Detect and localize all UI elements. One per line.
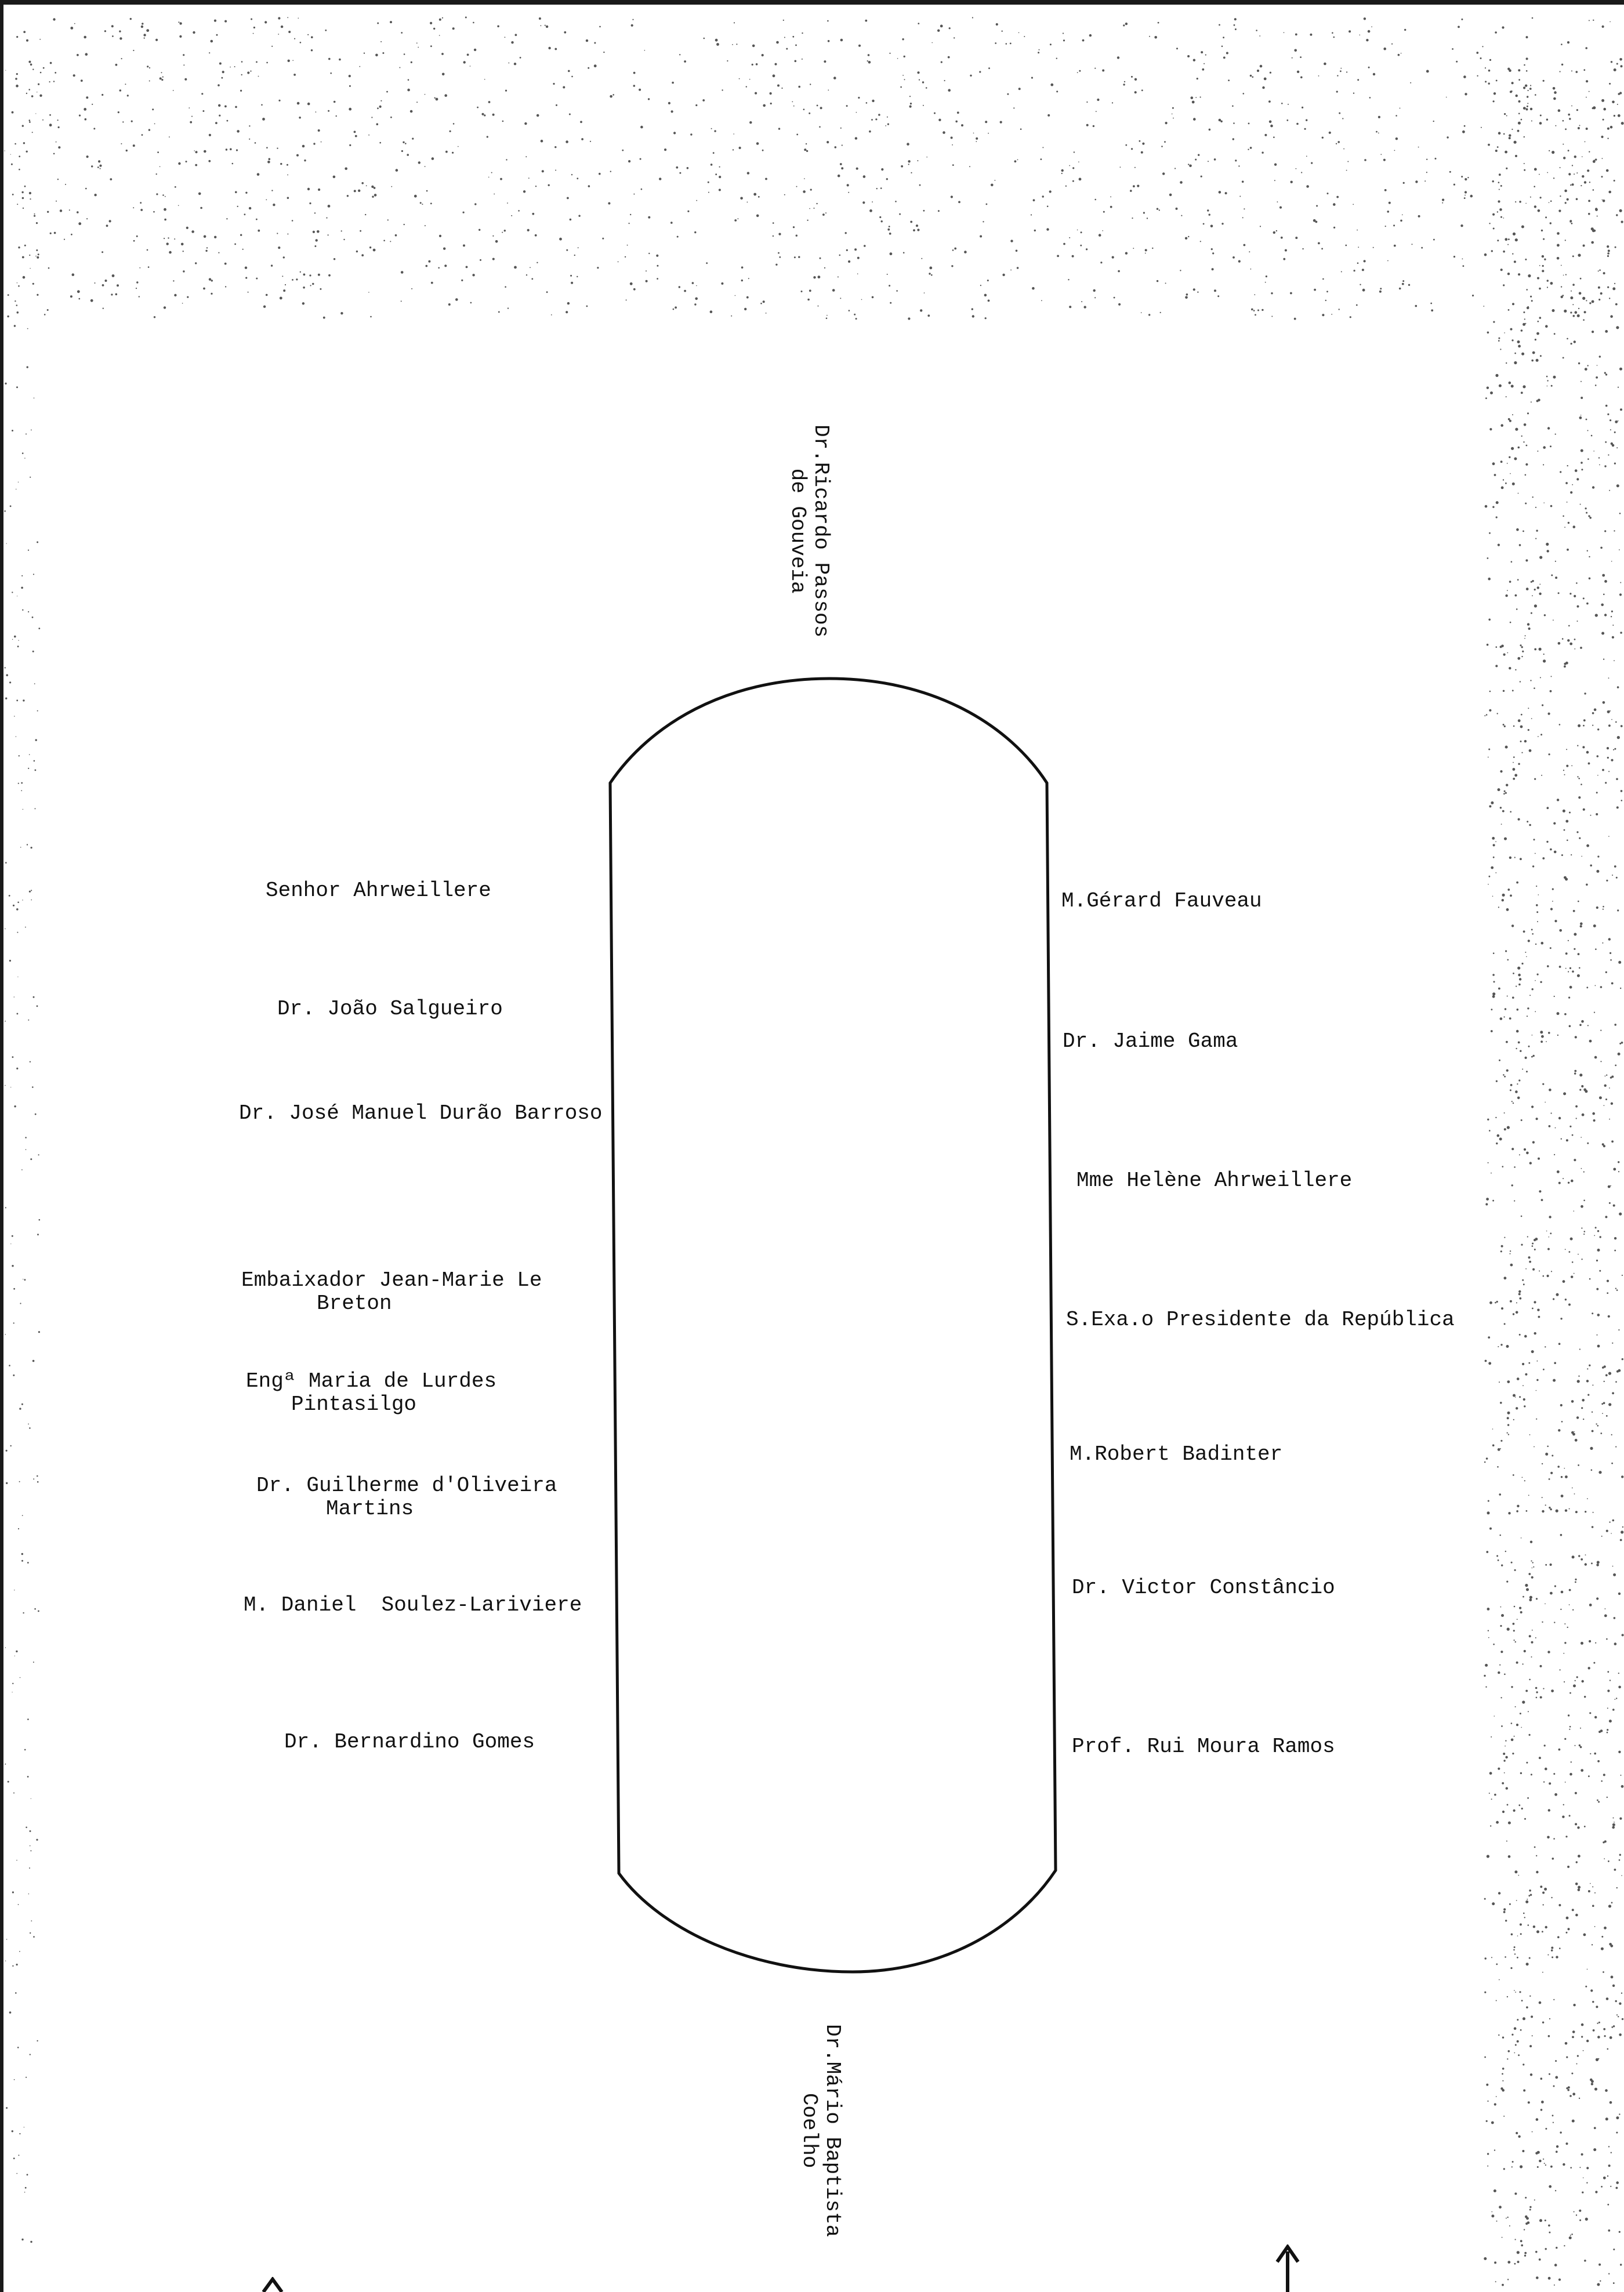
left-seat-1-name: Senhor Ahrweillere [266, 879, 491, 902]
left-seat-1 [266, 879, 491, 902]
left-seat-2 [277, 998, 503, 1021]
head-seat-bottom [798, 2024, 844, 2237]
head-seat-top-line1: Dr.Ricardo Passos [809, 425, 833, 638]
up-arrow-icon-partial [255, 2277, 290, 2292]
head-seat-top-line2: de Gouveia [786, 468, 810, 594]
left-seat-4-name-line1: Embaixador Jean-Marie Le [241, 1268, 542, 1292]
right-seat-7-name: Prof. Rui Moura Ramos [1072, 1735, 1335, 1758]
left-seat-6-name-line2: Martins [326, 1497, 414, 1521]
right-seat-4 [1066, 1308, 1455, 1332]
right-seat-4-name: S.Exa.o Presidente da República [1066, 1308, 1455, 1332]
left-seat-7-name: M. Daniel Soulez-Lariviere [244, 1593, 582, 1617]
up-arrow-icon [1270, 2244, 1305, 2292]
left-seat-5-name-line2: Pintasilgo [291, 1392, 417, 1416]
right-seat-2 [1063, 1030, 1238, 1053]
right-seat-3 [1076, 1169, 1352, 1192]
right-seat-6 [1072, 1576, 1335, 1600]
right-seat-3-name: Mme Helène Ahrweillere [1076, 1169, 1353, 1192]
head-seat-bottom-line2: Coelho [798, 2092, 821, 2168]
right-seat-6-name: Dr. Victor Constâncio [1072, 1576, 1335, 1600]
left-seat-2-name: Dr. João Salgueiro [277, 997, 503, 1021]
right-seat-1 [1061, 890, 1262, 913]
right-seat-1-name: M.Gérard Fauveau [1061, 889, 1262, 913]
head-seat-bottom-line1: Dr.Mário Baptista [821, 2024, 844, 2237]
left-seat-8 [284, 1731, 535, 1754]
left-seat-3-name: Dr. José Manuel Durão Barroso [239, 1101, 603, 1125]
right-seat-7 [1072, 1735, 1335, 1758]
oval-table-shape [610, 679, 1056, 1972]
left-seat-6-name-line1: Dr. Guilherme d'Oliveira [256, 1474, 557, 1497]
right-seat-2-name: Dr. Jaime Gama [1063, 1029, 1238, 1053]
left-seat-4-name-line2: Breton [317, 1292, 392, 1315]
right-seat-5-name: M.Robert Badinter [1070, 1442, 1283, 1466]
left-seat-4 [241, 1269, 542, 1315]
left-seat-3 [239, 1102, 603, 1125]
head-seat-top [786, 425, 832, 637]
left-seat-8-name: Dr. Bernardino Gomes [284, 1730, 535, 1754]
left-seat-6 [256, 1474, 557, 1521]
left-seat-5-name-line1: Engª Maria de Lurdes [246, 1369, 497, 1393]
left-seat-5 [246, 1370, 496, 1416]
left-seat-7 [244, 1594, 582, 1617]
right-seat-5 [1070, 1443, 1282, 1466]
